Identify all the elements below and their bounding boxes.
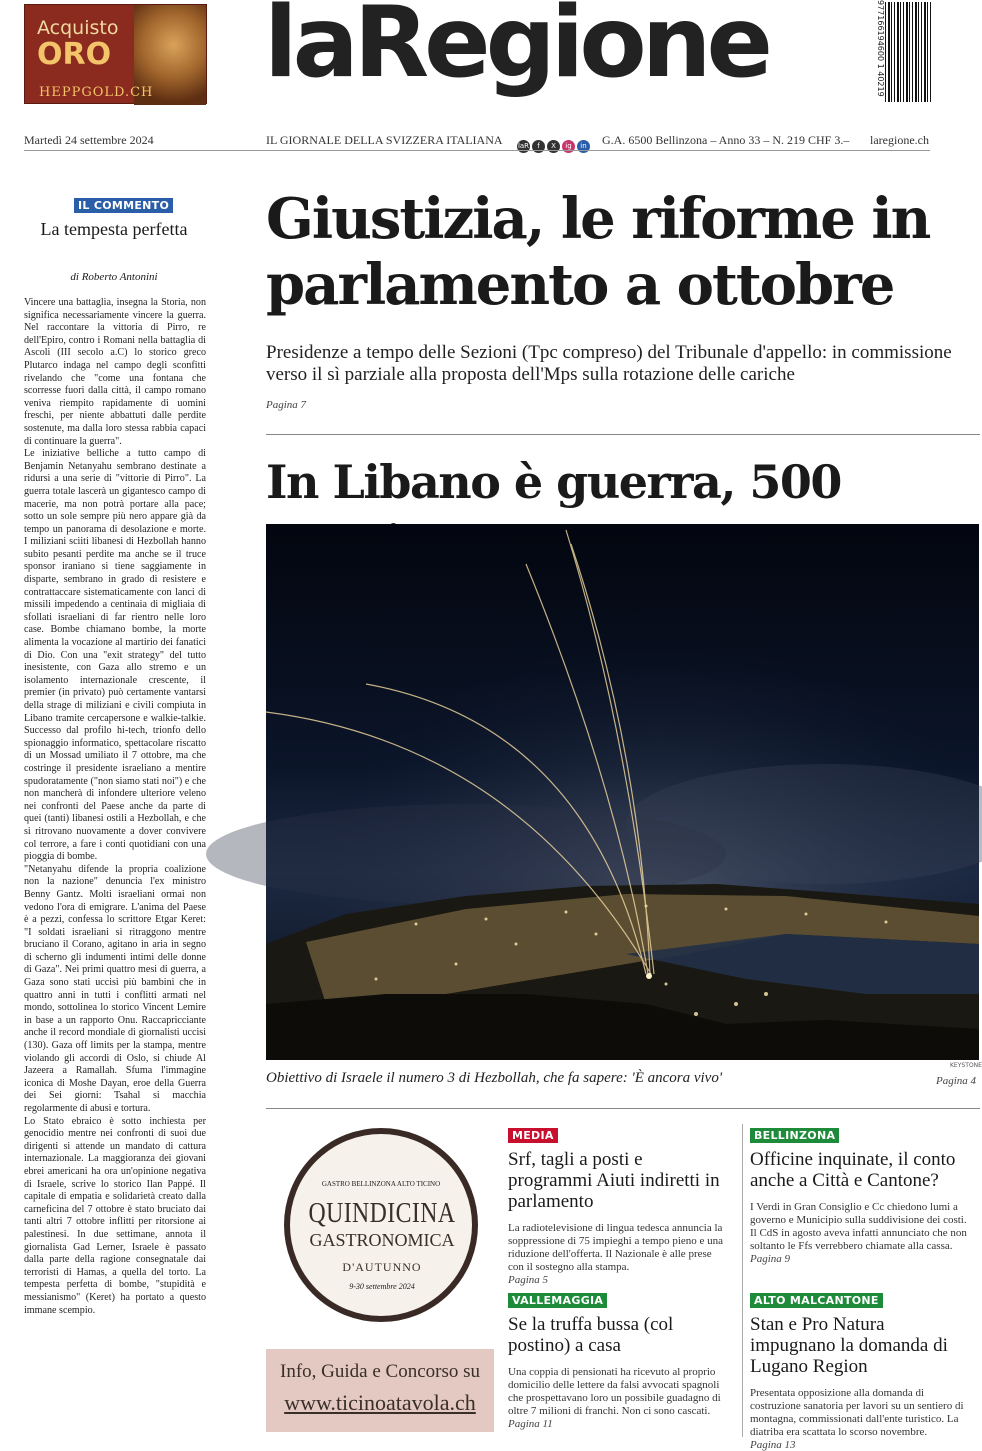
- ad-gastro-dates: 9-30 settembre 2024: [349, 1282, 415, 1291]
- x-icon[interactable]: X: [547, 140, 560, 153]
- story-title[interactable]: Stan e Pro Natura impugnano la domanda di Lugano Region: [750, 1314, 948, 1377]
- ad-gastro-small: GASTRO BELLINZONA ALTO TICINO: [321, 1180, 441, 1188]
- section-rule: [266, 434, 980, 435]
- barcode-number: 977166194600 1 40219: [876, 0, 885, 97]
- photo-illustration: [266, 524, 979, 1060]
- tagline: IL GIORNALE DELLA SVIZZERA ITALIANA: [266, 133, 503, 147]
- photo-credit: KEYSTONE: [950, 1062, 982, 1069]
- issue-date: Martedì 24 settembre 2024: [24, 133, 154, 147]
- story-tag: MEDIA: [508, 1128, 558, 1143]
- story-tag: BELLINZONA: [750, 1128, 839, 1143]
- story-title[interactable]: Srf, tagli a posti e programmi Aiuti indiretti in parlamento: [508, 1149, 720, 1212]
- story-title[interactable]: Officine inquinate, il conto anche a Città e Cantone?: [750, 1149, 956, 1191]
- photo-caption: Obiettivo di Israele il numero 3 di Hezbollah, che fa sapere: 'È ancora vivo': [266, 1070, 723, 1086]
- bottom-section-rule: [266, 1108, 980, 1109]
- story-body: Una coppia di pensionati ha ricevuto al proprio domicilio delle lettere da falsi avvocati spagnoli che prospettavano loro un possibile guadagno di oltre 7 milioni di franchi. Non ci sono cascati.: [508, 1366, 721, 1417]
- commento-paragraph: Le iniziative belliche a tutto campo di Benjamin Netanyahu sembrano destinate a ridursi a una serie di "vittorie di Pirro". La guerra totale lascerà un gigantesco campo di macerie, ma non potrà portare alla pace; sotto un sole sempre più nero appare già da tempo un panorama di desolazione e morte. I miliziani sciiti libanesi di Hezbollah hanno subito pesanti perdite ma anche se il truce sponsor iraniano si tiene saggiamente in disparte, sembrano in grado di resistere e contrattaccare sistematicamente con lanci di missili impedendo a centinaia di migliaia di sfollati israeliani di far rientro nelle loro case. Bombe chiamano bombe, la morte alimenta la vocazione al martirio dei fanatici di Dio. Con una "exit strategy" del tutto inesistente, con Gaza allo stremo e un isolamento internazionale crescente, il premier (in privato) può certamente vantarsi della strage di miliziani e civili compiuta in Libano tramite cercapersone e walkie-talkie. Successo dal profilo hi-tech, trionfo dello spionaggio informatico, spettacolare riscatto di un Mossad umiliato il 7 ottobre, ma che costringe il presidente israeliano a mentire spudoratamente ("non siamo stati noi") e che non mancherà di infondere ulteriore veleno nei confronti del Paese anche da parte di quei (tanti) libanesi ostili a Hezbollah, e che si ritrovano nuovamente a dover convivere col terrore, a fare i conti quotidiani con una pioggia di bombe.: [24, 448, 206, 863]
- facebook-icon[interactable]: f: [532, 140, 545, 153]
- ad-gastro-title-2: GASTRONOMICA: [309, 1230, 455, 1250]
- site-link[interactable]: laregione.ch: [870, 133, 929, 147]
- ad-line-3: HEPPGOLD.CH: [39, 85, 154, 100]
- commento-author: di Roberto Antonini: [70, 271, 158, 283]
- story-body: Presentata opposizione alla domanda di costruzione sanatoria per lavori su un sentiero di montagna, commissionati dall'ente turistico. La diatriba era scattata lo scorso novembre.: [750, 1387, 964, 1438]
- ad-gastro-info: Info, Guida e Concorso su: [280, 1361, 480, 1382]
- lead-page-ref: Pagina 7: [266, 399, 307, 411]
- commento-title[interactable]: La tempesta perfetta: [40, 219, 188, 239]
- commento-tag: IL COMMENTO: [74, 198, 173, 213]
- commento-body: [24, 297, 206, 1437]
- laregione-icon[interactable]: laR: [517, 140, 530, 153]
- story-title[interactable]: Se la truffa bussa (col postino) a casa: [508, 1314, 674, 1356]
- story-media[interactable]: [508, 1124, 730, 1286]
- commento-paragraph: Lo Stato ebraico è sotto inchiesta per genocidio mentre nei confronti di suoi due dirigenti si attende un mandato di cattura internazionale. La maggioranza dei giovani ebrei americani ha ora un'opinione negativa di Israele, scrive lo storico Ilan Pappé. Il capitale di empatia e solidarietà creato dalla carneficina del 7 ottobre è stato bruciato dai tanti altri 7 ottobre inflitti per ritorsione ai palestinesi. In due settimane, annota il giornalista Gad Lerner, Israele è passato dalla parte della ragione consegnatale dai terroristi di Hamas, a quella del torto. La tempesta perfetta di bombe, "stupidità e messianismo" (Keret) ha portato a questo immane scempio.: [24, 1115, 206, 1316]
- lead-subhead: Presidenze a tempo delle Sezioni (Tpc compreso) del Tribunale d'appello: in commissione verso il sì parziale alla proposta dell'Mps sulla rotazione delle cariche: [266, 342, 952, 385]
- header-rule: [24, 150, 930, 151]
- story-page-ref: Pagina 5: [508, 1274, 549, 1286]
- ad-gastro-title-3: D'AUTUNNO: [342, 1260, 422, 1274]
- story-page-ref: Pagina 11: [508, 1418, 553, 1430]
- second-page-ref: Pagina 4: [936, 1075, 977, 1087]
- story-page-ref: Pagina 9: [750, 1253, 791, 1265]
- ad-line-1: Acquisto: [37, 17, 119, 39]
- ad-gastro-title-1: QUINDICINA: [308, 1198, 456, 1229]
- lead-headline[interactable]: Giustizia, le riforme in parlamento a ottobre: [266, 186, 930, 318]
- commento-paragraph: Vincere una battaglia, insegna la Storia, non significa necessariamente vincere la guerra. Nel raccontare la vittoria di Pirro, re dell'Epiro, contro i Romani nella battaglia di Ascoli (III secolo a.C) lo storico greco Plutarco indaga nel campo degli sconfitti rivelando che "come una fontana che scorresse fuori dalla città, il campo romano veniva riempito rapidamente di uomini freschi, per niente abbattuti dalle perdite sostenute, ma dalla loro stessa rabbia capaci di continuare la guerra".: [24, 297, 206, 447]
- column-divider: [742, 1124, 743, 1437]
- lebanon-night-photo[interactable]: [266, 524, 979, 1060]
- story-tag: VALLEMAGGIA: [508, 1293, 607, 1308]
- story-body: La radiotelevisione di lingua tedesca annuncia la soppressione di 75 impieghi a tempo pieno e una riduzione dell'offerta. Il Nazionale è alle prese con il sostegno alla stampa.: [508, 1222, 724, 1273]
- commento-tag-wrap: [74, 194, 173, 213]
- instagram-icon[interactable]: ig: [562, 140, 575, 153]
- ad-quindicina-gastronomica[interactable]: [266, 1122, 494, 1432]
- story-bellinzona[interactable]: [750, 1124, 972, 1265]
- story-alto-malcantone[interactable]: [750, 1289, 972, 1451]
- second-headline[interactable]: In Libano è guerra, 500: [266, 455, 841, 509]
- social-icons: [517, 140, 590, 153]
- edition-info: G.A. 6500 Bellinzona – Anno 33 – N. 219 CHF 3.–: [602, 133, 850, 147]
- story-page-ref: Pagina 13: [750, 1439, 796, 1451]
- ad-gastro-url[interactable]: www.ticinoatavola.ch: [284, 1390, 476, 1415]
- commento-paragraph: "Netanyahu difende la propria coalizione non la nazione" denuncia l'ex ministro Benny Gantz. Molti israeliani ormai non vedono l'ora di emigrare. L'anima del Paese è a pezzi, confessa lo scrittore Etgar Keret: "I soldati israeliani si ritraggono mentre bruciano il Corano, agitano in aria in segno di scherno gli indumenti intimi delle donne di Gaza". Nei primi quattro mesi di guerra, a Gaza sono stati uccisi più bambini che in quattro anni in tutti i conflitti armati nel mondo, sottolinea lo storico Vincent Lemire in base a un rapporto Onu. Raccapricciante anche il record mondiale di giornalisti uccisi (130). Gaza off limits per la stampa, mentre violando gli accordi di Oslo, si chiude Al Jazeera a Ramallah. Sfuma l'immagine iconica di Moshe Dayan, eroe della Guerra dei Sei giorni: Tsahal si macchia regolarmente di abusi e tortura.: [24, 863, 206, 1114]
- linkedin-icon[interactable]: in: [577, 140, 590, 153]
- masthead-logo[interactable]: laRegione: [264, 0, 768, 100]
- ad-acquisto-oro[interactable]: [24, 4, 207, 104]
- ad-line-2: ORO: [37, 37, 112, 72]
- barcode: [885, 2, 931, 102]
- story-body: I Verdi in Gran Consiglio e Cc chiedono lumi a governo e Municipio sulla suddivisione dei costi. Il CdS in agosto aveva infatti annunciato che non soltanto le Ffs verrebbero chiamate alla cassa.: [750, 1201, 967, 1252]
- story-tag: ALTO MALCANTONE: [750, 1293, 883, 1308]
- story-vallemaggia[interactable]: [508, 1289, 730, 1430]
